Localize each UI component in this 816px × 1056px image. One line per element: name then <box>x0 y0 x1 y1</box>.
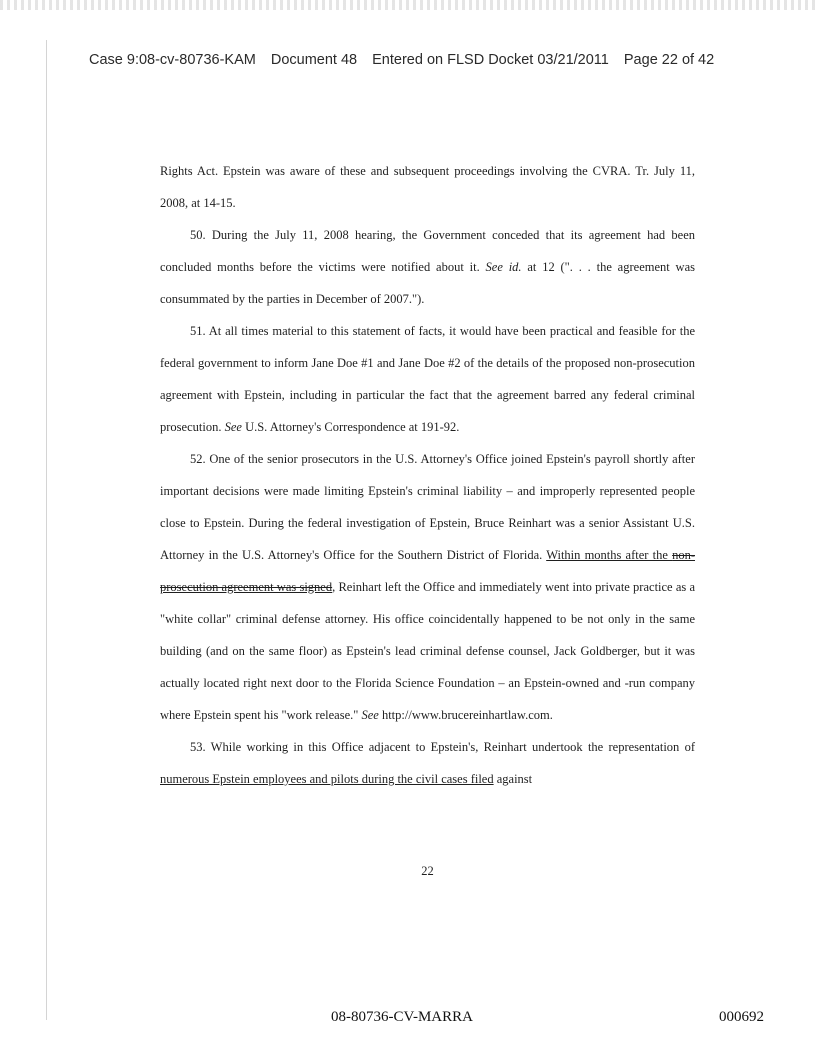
docket-entry: Entered on FLSD Docket 03/21/2011 <box>372 52 609 68</box>
text-segment: http://www.brucereinhartlaw.com. <box>378 708 553 722</box>
paragraph-p51 <box>160 315 695 443</box>
court-filing-header <box>89 52 749 68</box>
case-number: Case 9:08-cv-80736-KAM <box>89 52 256 68</box>
bates-number: 000692 <box>719 1009 764 1025</box>
text-segment: non-prosecution agreement was signed <box>160 548 695 594</box>
text-segment: against <box>493 772 533 786</box>
text-segment: See <box>224 420 242 434</box>
footer-case-reference: 08-80736-CV-MARRA <box>331 1009 473 1025</box>
text-segment: numerous Epstein employees and pilots during the civil cases filed <box>160 772 494 786</box>
text-segment: at 12 (". . . the agreement was consummated by the parties in December of 2007."). <box>160 260 695 306</box>
text-segment: 51. At all times material to this statement of facts, it would have been practical and feasible for the federal government to inform Jane Doe #1 and Jane Doe #2 of the details of the proposed non-prosecution agreement with Epstein, including in particular the fact that the agreement barred any federal criminal prosecution. <box>160 324 695 434</box>
page-number: 22 <box>421 864 434 878</box>
text-segment: 53. While working in this Office adjacent to Epstein's, Reinhart undertook the representation of <box>190 740 695 754</box>
text-segment: 52. One of the senior prosecutors in the U.S. Attorney's Office joined Epstein's payroll shortly after important decisions were made limiting Epstein's criminal liability – and improperly represented people close to Epstein. During the federal investigation of Epstein, Bruce Reinhart was a senior Assistant U.S. Attorney in the U.S. Attorney's Office for the Southern District of Florida. <box>160 452 695 562</box>
document-number: Document 48 <box>270 52 358 68</box>
text-segment: , Reinhart left the Office and immediately went into private practice as a "white collar" criminal defense attorney. His office coincidentally happened to be not only in the same building (and on the same floor) as Epstein's lead criminal defense counsel, Jack Goldberger, but it was actually located right next door to the Florida Science Foundation – an Epstein-owned and -run company where Epstein spent his "work release." <box>160 580 696 722</box>
paragraph-p50 <box>160 219 695 315</box>
text-segment: See <box>361 708 379 722</box>
paragraph-p52 <box>160 443 695 731</box>
scan-edge-artifact <box>0 0 816 10</box>
text-segment: See id. <box>485 260 522 274</box>
page-of-total: Page 22 of 42 <box>623 52 715 68</box>
document-body <box>160 155 695 795</box>
paragraph-cont <box>160 155 695 219</box>
paragraph-p53 <box>160 731 695 795</box>
text-segment: Within months after the <box>546 548 673 562</box>
text-segment: U.S. Attorney's Correspondence at 191-92. <box>241 420 460 434</box>
text-segment: Rights Act. Epstein was aware of these and subsequent proceedings involving the CVRA. Tr. July 11, 2008, at 14-15. <box>160 164 695 210</box>
text-segment: 50. During the July 11, 2008 hearing, the Government conceded that its agreement had been concluded months before the victims were notified about it. <box>160 228 695 274</box>
